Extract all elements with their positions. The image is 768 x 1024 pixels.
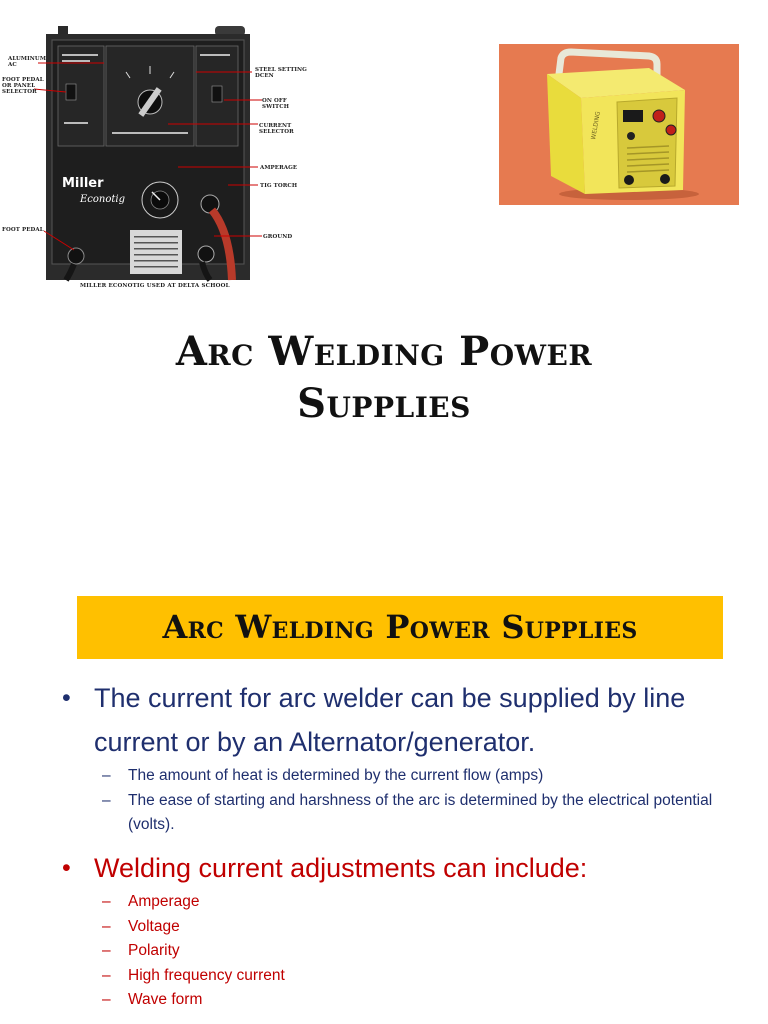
sub-item-dash: – [102,767,111,784]
sub-item [102,988,742,1013]
bullet-current-supply [62,676,742,764]
sub-item-dash: – [102,991,111,1008]
callout-amperage: AMPERAGE [260,165,298,171]
sub-item-text: Amperage [128,893,200,910]
miller-logo-text: Miller [62,176,104,191]
callout-tig-torch: TIG TORCH [260,183,298,189]
sub-item-dash: – [102,917,111,935]
sub-item-text: The amount of heat is determined by the current flow (amps) [128,767,544,784]
bullet-current-adjustments [62,846,742,890]
slide-content [0,560,768,1024]
sub-item-dash: – [102,942,111,959]
miller-econotig-machine-image [0,22,310,294]
callout-on-off-switch: ON OFF SWITCH [262,98,289,110]
sub-item-text: Polarity [128,942,180,959]
callout-ground: GROUND [263,234,293,240]
sub-item [102,890,742,915]
welder-labeled-photo [0,22,310,294]
sub-item [102,939,742,964]
slide-title-heading: Arc Welding Power Supplies [175,328,593,427]
sub-item [102,789,742,838]
sub-item-text: Wave form [128,991,203,1008]
inverter-welder-photo [499,44,739,205]
sub-list-current [102,764,742,838]
slide-heading: Arc Welding Power Supplies [162,608,638,646]
svg-text:Econotig: Econotig [80,194,125,205]
callout-foot-pedal: FOOT PEDAL [2,227,44,233]
callout-foot-pedal-selector: FOOT PEDAL OR PANEL SELECTOR [2,77,44,95]
sub-item-text: The ease of starting and harshness of the arc is determined by the electrical potential (volts). [128,791,713,833]
bullet-marker: • [62,854,71,882]
figure-caption: MILLER ECONOTIG USED AT DELTA SCHOOL [80,283,230,289]
sub-item-dash: – [102,893,111,910]
inverter-welder-image [499,44,739,205]
callout-aluminum-ac: ALUMINUM AC [8,56,47,68]
sub-item [102,764,742,789]
sub-item-text: High frequency current [128,966,285,984]
sub-item [102,964,742,989]
sub-item [102,915,742,940]
sub-list-adjustments [102,890,742,1013]
svg-text:WELDING: WELDING [590,110,602,141]
bullet-text: Welding current adjustments can include: [94,853,588,883]
title-banner [77,596,723,659]
callout-current-selector: CURRENT SELECTOR [259,123,294,135]
bullet-marker: • [62,684,71,712]
sub-item-dash: – [102,966,111,984]
bullet-text: The current for arc welder can be supplied by line current or by an Alternator/generator. [94,683,686,757]
callout-steel-setting: STEEL SETTING DCEN [255,67,307,79]
sub-item-dash: – [102,791,111,809]
sub-item-text: Voltage [128,917,180,935]
